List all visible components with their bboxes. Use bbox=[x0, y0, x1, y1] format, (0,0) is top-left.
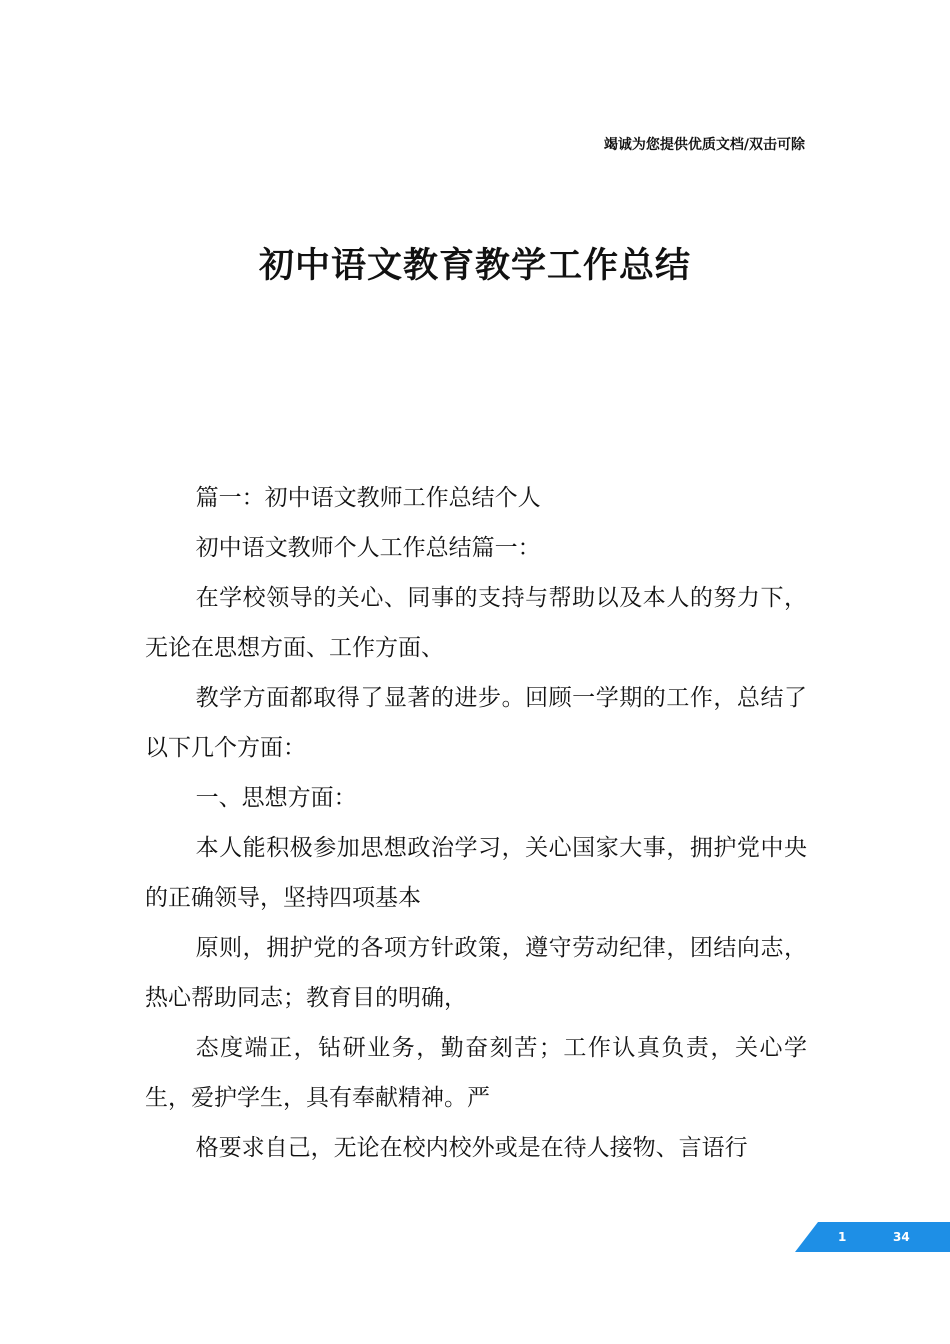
paragraph: 在学校领导的关心、同事的支持与帮助以及本人的努力下，无论在思想方面、工作方面、 bbox=[145, 585, 807, 661]
paragraph: 本人能积极参加思想政治学习，关心国家大事，拥护党中央的正确领导，坚持四项基本 bbox=[145, 835, 807, 911]
document-body bbox=[145, 473, 807, 1173]
paragraph: 篇一：初中语文教师工作总结个人 bbox=[195, 485, 541, 511]
header-note: 竭诚为您提供优质文档/双击可除 bbox=[603, 137, 805, 153]
page-indicator-tab bbox=[795, 1222, 950, 1252]
paragraph: 态度端正，钻研业务，勤奋刻苦；工作认真负责，关心学生，爱护学生，具有奉献精神。严 bbox=[145, 1035, 807, 1111]
page-total: 34 bbox=[893, 1230, 910, 1244]
paragraph: 初中语文教师个人工作总结篇一： bbox=[195, 535, 541, 561]
paragraph: 格要求自己，无论在校内校外或是在待人接物、言语行 bbox=[195, 1135, 748, 1161]
paragraph: 一、思想方面： bbox=[195, 785, 357, 811]
document-title: 初中语文教育教学工作总结 bbox=[258, 246, 691, 286]
page-number: 1 bbox=[838, 1230, 847, 1244]
paragraph: 原则，拥护党的各项方针政策，遵守劳动纪律，团结向志，热心帮助同志；教育目的明确， bbox=[145, 935, 807, 1011]
paragraph: 教学方面都取得了显著的进步。回顾一学期的工作，总结了以下几个方面： bbox=[145, 685, 807, 761]
